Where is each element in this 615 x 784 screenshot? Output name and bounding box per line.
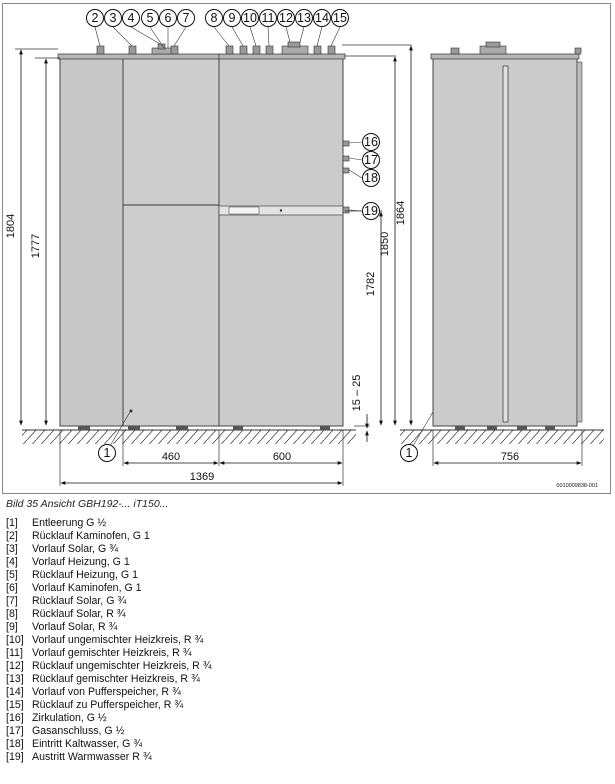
legend-text: Vorlauf Heizung, G 1 — [32, 556, 130, 569]
callout-label: 2 — [91, 11, 99, 25]
display-icon — [229, 207, 259, 214]
callout-label: 11 — [261, 11, 275, 25]
callout-label: 1 — [103, 446, 111, 460]
legend-item — [6, 699, 212, 712]
legend-number: [9] — [6, 621, 18, 634]
dim-1777: 1777 — [30, 233, 42, 259]
callout-label: 1 — [405, 446, 413, 460]
legend-text: Vorlauf Solar, R ¾ — [32, 621, 118, 634]
floor-hatching — [22, 430, 604, 444]
legend-item — [6, 569, 212, 582]
legend-list — [6, 517, 212, 764]
dim-1369: 1369 — [189, 471, 215, 483]
legend-text: Rücklauf Kaminofen, G 1 — [32, 530, 150, 543]
legend-number: [6] — [6, 582, 18, 595]
callout-label: 14 — [315, 11, 329, 25]
callout-label: 7 — [182, 11, 190, 25]
legend-item — [6, 673, 212, 686]
legend-item — [6, 634, 212, 647]
legend-number: [10] — [6, 634, 24, 647]
figure-caption: Bild 35 Ansicht GBH192-... iT150... — [6, 498, 169, 510]
legend-number: [12] — [6, 660, 24, 673]
legend-item — [6, 686, 212, 699]
legend-text: Vorlauf gemischter Heizkreis, R ¾ — [32, 647, 192, 660]
dim-1850: 1850 — [379, 231, 391, 257]
legend-item — [6, 556, 212, 569]
legend-number: [17] — [6, 725, 24, 738]
middle-cabinet — [123, 58, 219, 426]
legend-text: Rücklauf ungemischter Heizkreis, R ¾ — [32, 660, 212, 673]
legend-item — [6, 582, 212, 595]
legend-number: [11] — [6, 647, 23, 660]
legend-text: Zirkulation, G ½ — [32, 712, 107, 725]
legend-item — [6, 751, 212, 764]
callout-label: 17 — [364, 153, 378, 167]
legend-number: [16] — [6, 712, 24, 725]
front-view-unit — [58, 42, 349, 430]
legend-text: Austritt Warmwasser R ¾ — [32, 751, 152, 764]
legend-item — [6, 530, 212, 543]
image-code: 0010009838-001 — [556, 483, 598, 489]
legend-text: Vorlauf Kaminofen, G 1 — [32, 582, 142, 595]
legend-item — [6, 621, 212, 634]
legend-text: Rücklauf Heizung, G 1 — [32, 569, 138, 582]
dim-1782: 1782 — [365, 271, 377, 297]
callout-label: 13 — [297, 11, 311, 25]
legend-text: Rücklauf Solar, G ¾ — [32, 595, 127, 608]
callout-label: 16 — [364, 135, 378, 149]
legend-text: Vorlauf ungemischter Heizkreis, R ¾ — [32, 634, 204, 647]
legend-item — [6, 725, 212, 738]
legend-number: [2] — [6, 530, 18, 543]
dim-756: 756 — [500, 451, 520, 463]
legend-number: [7] — [6, 595, 18, 608]
legend-text: Entleerung G ½ — [32, 517, 107, 529]
callout-label: 4 — [127, 11, 135, 25]
callout-label: 10 — [243, 11, 257, 25]
legend-text: Rücklauf gemischter Heizkreis, R ¾ — [32, 673, 200, 686]
legend-item — [6, 543, 212, 556]
legend-item — [6, 712, 212, 725]
side-handle — [503, 66, 508, 422]
dim-1864: 1864 — [395, 200, 407, 226]
legend-number: [8] — [6, 608, 18, 621]
dim-15-25: 15 – 25 — [351, 374, 363, 412]
legend-text: Eintritt Kaltwasser, G ¾ — [32, 738, 143, 751]
legend-item — [6, 595, 212, 608]
callout-label: 18 — [364, 171, 378, 185]
callout-label: 6 — [164, 11, 172, 25]
callout-label: 3 — [109, 11, 117, 25]
legend-number: [1] — [6, 517, 18, 529]
storage-cabinet — [219, 58, 343, 426]
legend-text: Gasanschluss, G ½ — [32, 725, 125, 738]
legend-number: [4] — [6, 556, 18, 569]
callout-label: 8 — [210, 11, 218, 25]
callout-label: 9 — [228, 11, 236, 25]
callout-label: 12 — [279, 11, 293, 25]
legend-number: [14] — [6, 686, 24, 699]
legend-text: Vorlauf Solar, G ¾ — [32, 543, 118, 556]
legend-number: [19] — [6, 751, 24, 764]
side-cabinet — [60, 58, 123, 426]
callout-label: 5 — [146, 11, 154, 25]
dim-600: 600 — [272, 451, 292, 463]
legend-text: Rücklauf zu Pufferspeicher, R ¾ — [32, 699, 184, 712]
legend-number: [18] — [6, 738, 24, 751]
dim-460: 460 — [161, 451, 181, 463]
legend-number: [3] — [6, 543, 18, 556]
side-view-unit — [431, 42, 582, 430]
legend-text: Vorlauf von Pufferspeicher, R ¾ — [32, 686, 181, 699]
legend-item — [6, 517, 212, 530]
dim-1804: 1804 — [5, 213, 17, 239]
legend-item — [6, 608, 212, 621]
legend-text: Rücklauf Solar, R ¾ — [32, 608, 126, 621]
legend-item — [6, 647, 212, 660]
legend-item — [6, 738, 212, 751]
legend-number: [5] — [6, 569, 18, 582]
callout-label: 19 — [364, 204, 378, 218]
legend-number: [15] — [6, 699, 24, 712]
callout-label: 15 — [333, 11, 347, 25]
legend-number: [13] — [6, 673, 24, 686]
legend-item — [6, 660, 212, 673]
